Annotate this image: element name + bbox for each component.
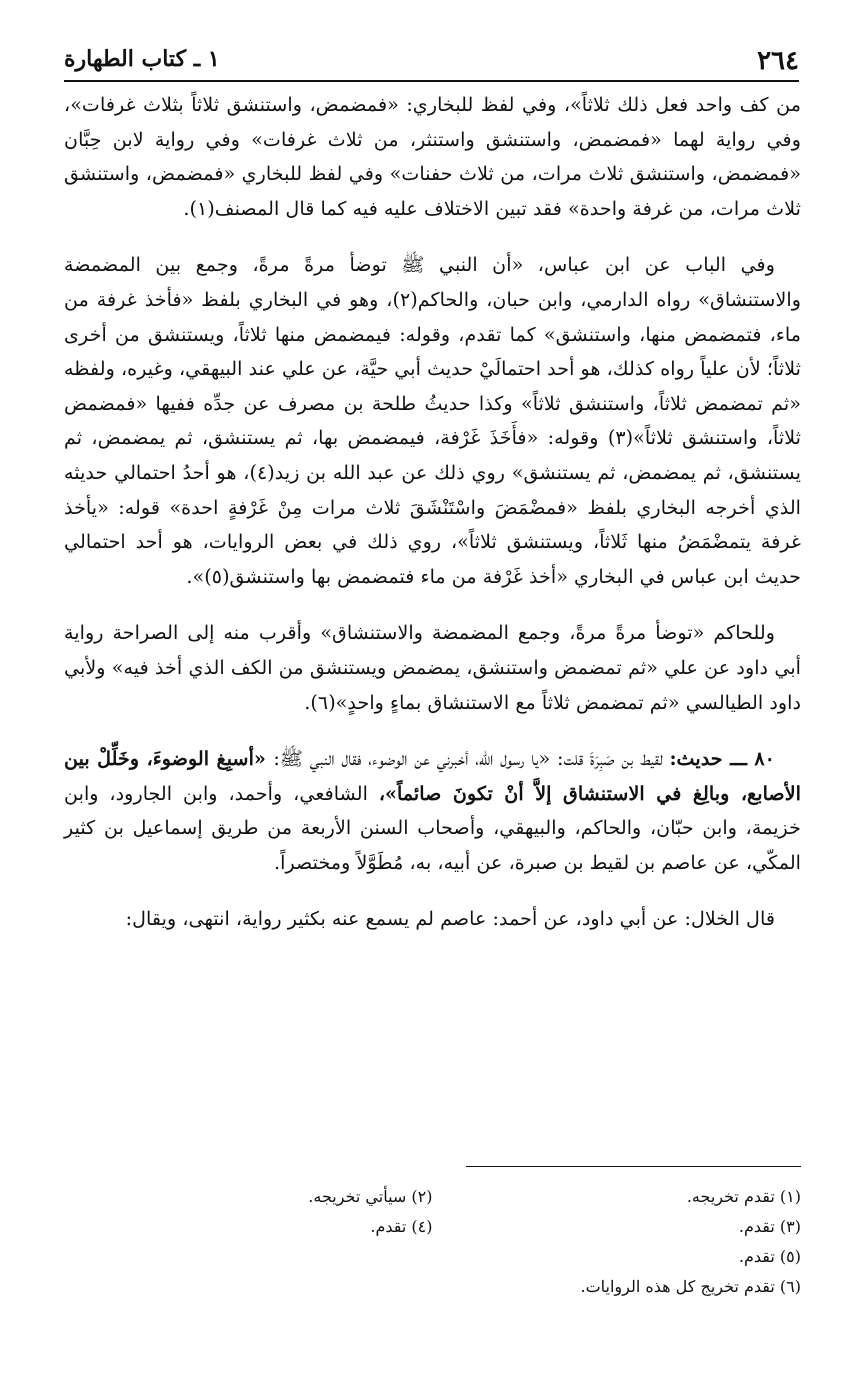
running-head: ١ ـ كتاب الطهارة [64,46,220,72]
hadith-intro: لقيط بن صَبِرَةَ قلت: «يا رسول الله، أخبرني عن الوضوء، فقال النبي ﷺ: [273,747,670,771]
page-header [64,40,799,82]
footnotes [64,1182,801,1302]
footnote-row [64,1182,801,1212]
footnote-row [64,1212,801,1242]
footnote-3: (٣) تقدم. [738,1217,801,1236]
main-text [64,88,801,937]
paragraph-3: وللحاكم «توضأ مرةً مرةً، وجمع المضمضة والاستنشاق» وأقرب منه إلى الصراحة رواية أبي داود عن علي «ثم تمضمض واستنشق، يمضمض ويستنشق من الكف الذي أخذ فيه» ولأبي داود الطيالسي «ثم تمضمض ثلاثاً مع الاستنشاق بماءٍ واحدٍ»(٦). [64,621,801,714]
hadith-takhrij: الشافعي، وأحمد، وابن الجارود، وابن خزيمة، وابن حبّان، والحاكم، والبيهقي، وأصحاب السنن الأربعة من طريق إسماعيل بن كثير المكّي، عن عاصم بن لقيط بن صبرة، عن أبيه، به، مُطَوَّلاً ومختصراً. [64,781,801,874]
paragraph-last: قال الخلال: عن أبي داود، عن أحمد: عاصم لم يسمع عنه بكثير رواية، انتهى، ويقال: [125,907,775,931]
paragraph-1: من كف واحد فعل ذلك ثلاثاً»، وفي لفظ للبخاري: «فمضمض، واستنشق ثلاثاً بثلاث غرفات»، وفي رواية لهما «فمضمض، واستنشق واستنثر، من ثلاث غرفات» وفي رواية لابن حِبَّان «فمضمض، واستنشق ثلاث مرات، من ثلاث حفنات» وفي لفظ للبخاري «فمضمض، واستنشق ثلاث مرات، من غرفة واحدة» فقد تبين الاختلاف عليه فيه كما قال المصنف(١). [64,93,801,220]
footnote-row [64,1242,801,1272]
hadith-80-paragraph [64,742,801,880]
footnote-1: (١) تقدم تخريجه. [686,1187,801,1206]
footnote-row [64,1272,801,1302]
footnote-4: (٤) تقدم. [370,1217,433,1236]
footnote-5: (٥) تقدم. [738,1247,801,1266]
hadith-matn: «أسبِغ الوضوءَ، وخَلِّلْ بين الأصابع، وبالِغ في الاستنشاق إلاَّ أنْ تكونَ صائماً»، [64,747,801,805]
page-number: ٢٦٤ [757,46,799,76]
paragraph-2: وفي الباب عن ابن عباس، «أن النبي ﷺ توضأ مرةً مرةً، وجمع بين المضمضة والاستنشاق» رواه الدارمي، وابن حبان، والحاكم(٢)، وهو في البخاري بلفظ «فأخذ غرفة من ماء، فتمضمض منها، واستنشق» كما تقدم، وقوله: فيمضمض منها ثلاثاً، ويستنشق من أخرى ثلاثاً؛ لأن علياً رواه كذلك، هو أحد احتمالَيْ حديث أبي حيَّة، عن علي عند البيهقي، وغيره، ولفظه «ثم تمضمض ثلاثاً، واستنشق ثلاثاً» وكذا حديثُ طلحة بن مصرف عن جدِّه ففيها «فمضمض ثلاثاً، واستنشق ثلاثاً»(٣) وقوله: «فأَخَذَ غَرْفة، فيمضمض بها، ثم يستنشق، ثم يمضمض، ثم يستنشق، ثم يمضمض، ثم يستنشق» روي ذلك عن عبد الله بن زيد(٤)، هو أحدُ احتمالي حديثه الذي أخرجه البخاري بلفظ «فمضْمَضَ واسْتَنْشَقَ ثلاث مرات مِنْ غَرْفةٍ احدة» قوله: «يأخذ غرفة يتمضْمَضُ منها ثَلاثاً، ويستنشق ثلاثاً»، روي ذلك في بعض الروايات، هو أحد احتمالي حديث ابن عباس في البخاري «أخذ غَرْفة من ماء فتمضمض بها واستنشق(٥)». [64,253,801,588]
footnote-6: (٦) تقدم تخريج كل هذه الروايات. [580,1277,801,1296]
footnote-2: (٢) سيأتي تخريجه. [308,1187,433,1206]
footnote-divider [466,1166,801,1167]
hadith-number: ٨٠ ـــ حديث: [669,747,775,771]
